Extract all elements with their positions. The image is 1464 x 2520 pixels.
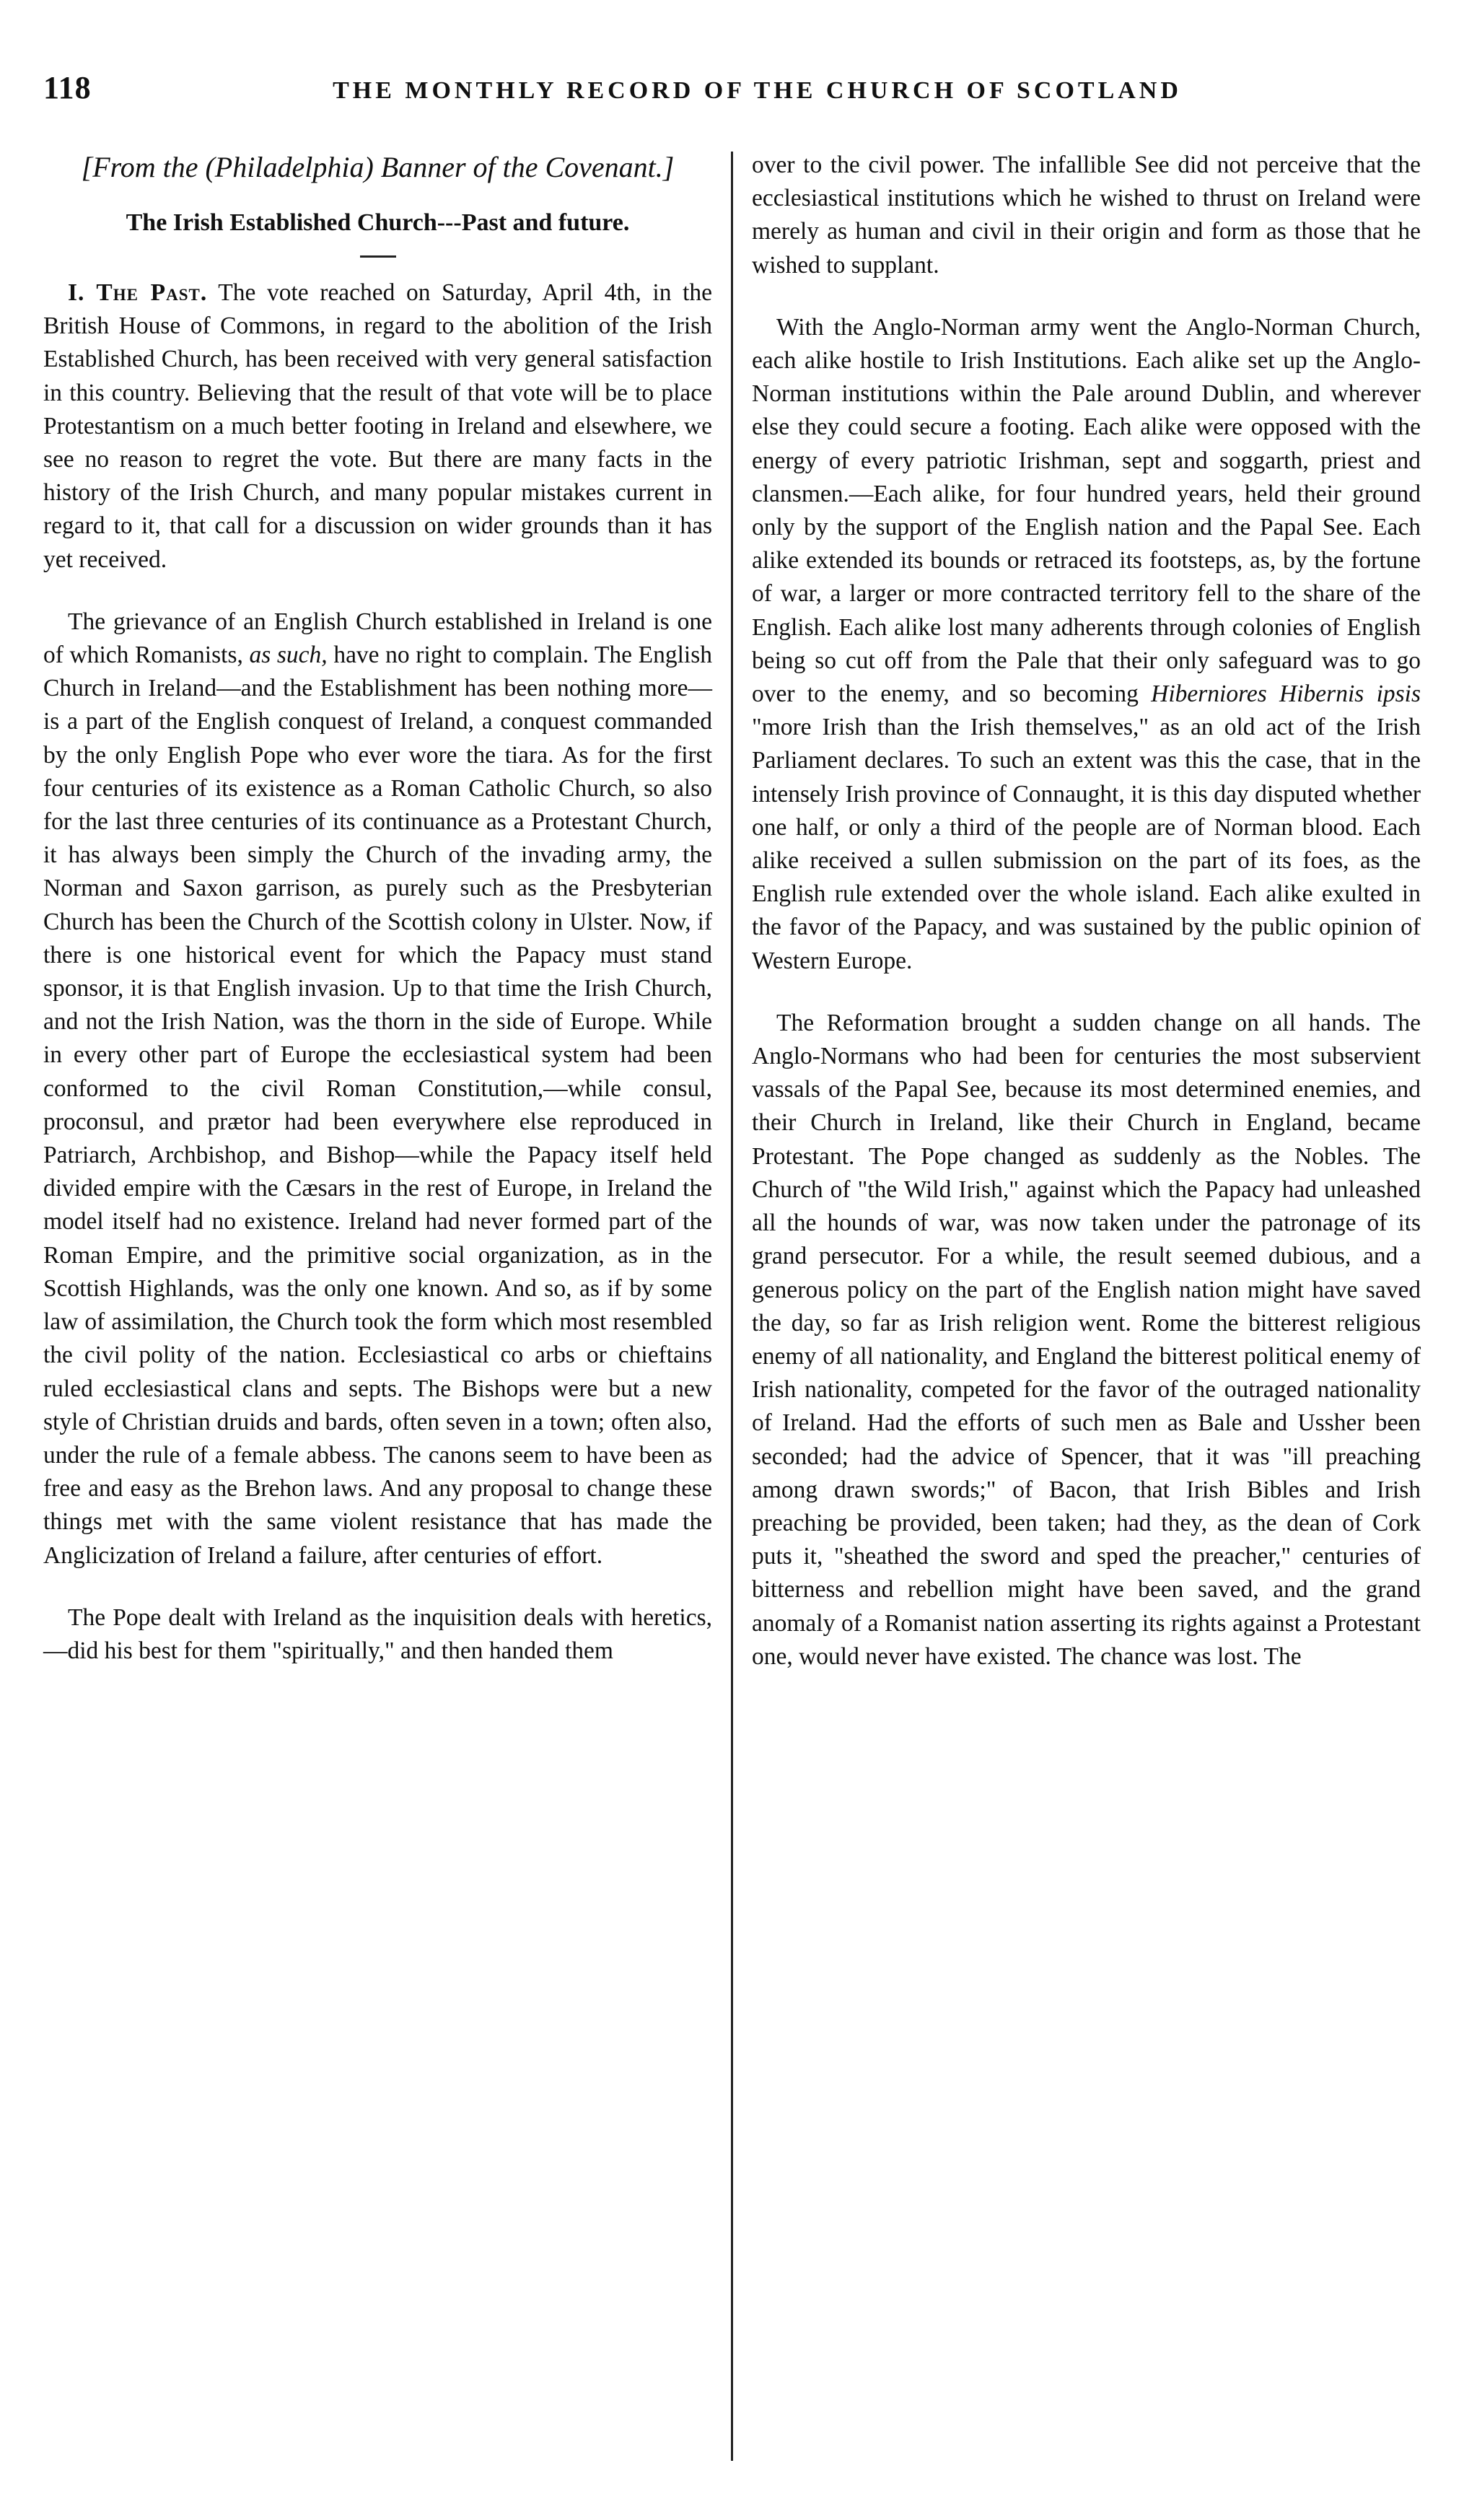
- text-columns: [43, 149, 1421, 2487]
- paragraph-text: have no right to complain. The English Church in Ireland—and the Establishment has been nothing more—is a part of the English conquest of Ireland, a conquest commanded by the only English Pope who ever wore the tiara. As for the first four centuries of its existence as a Roman Catholic Church, so also for the last three centuries of its continuance as a Protestant Church, it has always been simply the Church of the invading army, the Norman and Saxon garrison, as purely such as the Presbyterian Church has been the Church of the Scottish colony in Ulster. Now, if there is one historical event for which the Papacy must stand sponsor, it is that English invasion. Up to that time the Irish Church, and not the Irish Nation, was the thorn in the side of Europe. While in every other part of Europe the ecclesiastical system had been conformed to the civil Roman Constitution,—while consul, proconsul, and prætor had been everywhere else reproduced in Patriarch, Archbishop, and Bishop—while the Papacy itself held divided empire with the Cæsars in the rest of Europe, in Ireland the model itself had no existence. Ireland had never formed part of the Roman Empire, and the primitive social organization, as in the Scottish Highlands, was the only one known. And so, as if by some law of assimilation, the Church took the form which most resembled the civil polity of the nation. Ecclesiastical co arbs or chieftains ruled ecclesiastical clans and septs. The Bishops were but a new style of Christian druids and bards, often seven in a town; often also, under the rule of a female abbess. The canons seem to have been as free and easy as the Brehon laws. And any proposal to change these things met with the same violent resistance that has made the Anglicization of Ireland a failure, after centuries of effort.: [43, 642, 712, 1569]
- paragraph-text: The vote reached on Saturday, April 4th, in the British House of Commons, in regard to the abolition of the Irish Established Church, has been received with very general satisfaction in this country. Believing that the result of that vote will be to place Protestantism on a much better footing in Ireland and elsewhere, we see no reason to regret the vote. But there are many facts in the history of the Irish Church, and many popular mistakes current in regard to it, that call for a discussion on wider grounds than it has yet received.: [43, 279, 713, 573]
- paragraph-pope-dealt: [43, 1601, 712, 1668]
- right-column: [733, 149, 1421, 2487]
- latin-phrase: Hiberniores Hibernis ipsis: [1151, 681, 1421, 708]
- title-divider: [360, 255, 396, 258]
- paragraph-text: "more Irish than the Irish themselves," as an old act of the Irish Parliament declares. To such an extent was this the case, that in the intensely Irish province of Connaught, it is this day disputed whether one half, or only a third of the people are of Norman blood. Each alike received a sullen submission on the part of its foes, as the English rule extended over the whole island. Each alike exulted in the favor of the Papacy, and was sustained by the public opinion of Western Europe.: [752, 714, 1421, 974]
- paragraph-text: The Reformation brought a sudden change on all hands. The Anglo-Normans who had been for centuries the most subservient vassals of the Papal See, because its most determined enemies, and their Church in Ireland, like their Church in England, became Protestant. The Pope changed as suddenly as the Nobles. The Church of "the Wild Irish," against which the Papacy had unleashed all the hounds of war, was now taken under the patronage of its grand persecutor. For a while, the result seemed dubious, and a generous policy on the part of the English nation might have saved the day, so far as Irish religion went. Rome the bitterest religious enemy of all nationality, and England the bitterest political enemy of Irish nationality, competed for the favor of the outraged nationality of Ireland. Had the efforts of such men as Bale and Ussher been seconded; had the advice of Spencer, that it was "ill preaching among drawn swords;" of Bacon, that Irish Bibles and Irish preaching be provided, been taken; had they, as the dean of Cork puts it, "sheathed the sword and sped the preacher," centuries of bitterness and rebellion might have been saved, and the grand anomaly of a Romanist nation asserting its rights against a Protestant one, would never have existed. The chance was lost. The: [752, 1009, 1421, 1670]
- source-attribution: [From the (Philadelphia) Banner of the Covenant.]: [81, 151, 675, 183]
- paragraph-text: With the Anglo-Norman army went the Anglo-Norman Church, each alike hostile to Irish Institutions. Each alike set up the Anglo-Norman institutions within the Pale around Dublin, and wherever else they could secure a footing. Each alike were opposed with the energy of every patriotic Irishman, sept and soggarth, priest and clansmen.—Each alike, for four hundred years, held their ground only by the support of the English nation and the Papal See. Each alike extended its bounds or retraced its footsteps, as, by the fortune of war, a larger or more contracted territory fell to the share of the English. Each alike lost many adherents through colonies of English being so cut off from the Pale that their only safeguard was to go over to the enemy, and so becoming: [752, 313, 1421, 708]
- paragraph-text: over to the civil power. The infallible See did not perceive that the ecclesiastical institutions which he wished to thrust on Ireland were merely as human and civil in their origin and form as those that he wished to supplant.: [752, 152, 1421, 279]
- running-head: [43, 69, 1421, 120]
- paragraph-text: The Pope dealt with Ireland as the inquisition deals with heretics,—did his best for them "spiritually," and then handed them: [43, 1604, 712, 1664]
- article-title: The Irish Established Church---Past and future.: [126, 209, 630, 236]
- paragraph-anglo-norman: [752, 311, 1421, 978]
- journal-title: THE MONTHLY RECORD OF THE CHURCH OF SCOTLAND: [333, 77, 1182, 104]
- page-number: 118: [43, 70, 92, 105]
- paragraph-text: The grievance of an English Church established in Ireland is one of which Romanists,: [43, 608, 712, 669]
- emphasis-text: as such,: [249, 642, 328, 669]
- left-column: [43, 149, 731, 2487]
- section-heading: I. The Past.: [68, 279, 208, 306]
- paragraph-grievance: [43, 605, 712, 1572]
- paragraph-continued: [752, 149, 1421, 282]
- paragraph-reformation: [752, 1007, 1421, 1674]
- paragraph-the-past: [43, 276, 712, 577]
